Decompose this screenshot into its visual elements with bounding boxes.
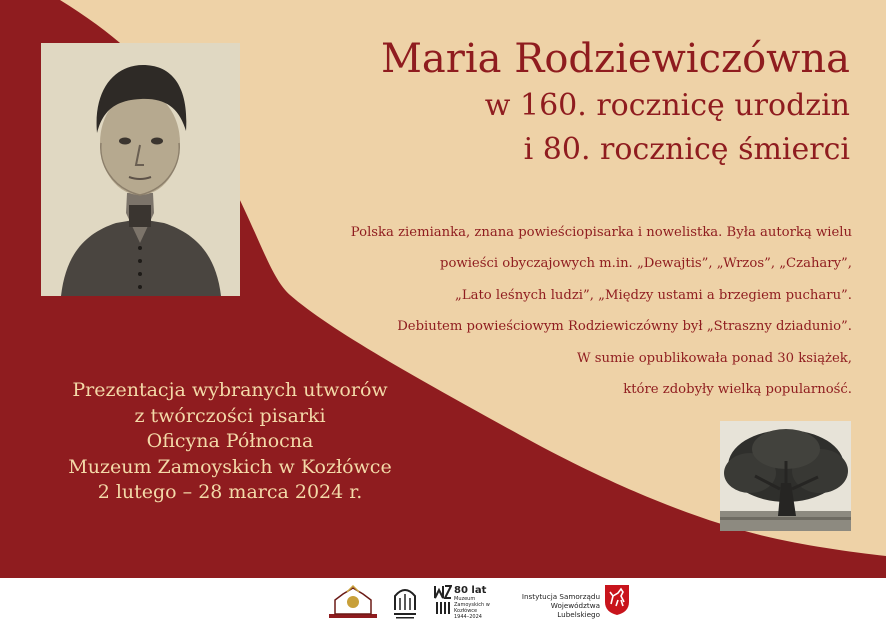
mzk-80-lat-logo <box>434 584 506 620</box>
crest-icon <box>323 584 383 620</box>
tree-photo <box>720 421 851 531</box>
bio-line: Debiutem powieściowym Rodziewiczówny był „Straszny dziadunio”. <box>397 319 852 335</box>
event-museum: Muzeum Zamoyskich w Kozłówce <box>68 455 392 478</box>
mzk-icon <box>434 584 452 616</box>
museum-crest-logo <box>323 584 383 620</box>
portrait-illustration <box>41 43 240 296</box>
event-dates: 2 lutego – 28 marca 2024 r. <box>97 481 363 504</box>
samorzad-wojewodztwa-lubelskiego-logo <box>520 584 632 620</box>
title-name: Maria Rodziewiczówna <box>380 36 850 82</box>
tree-illustration <box>720 421 851 531</box>
mzk-logo-text <box>454 586 494 620</box>
bio-line: W sumie opublikowała ponad 30 książek, <box>576 350 852 366</box>
bio-line: które zdobyły wielką popularność. <box>623 382 852 398</box>
bio-line: „Lato leśnych ludzi”, „Między ustami a brzegiem pucharu”. <box>455 287 852 303</box>
bio-line: Polska ziemianka, znana powieściopisarka i nowelistka. Była autorką wielu <box>350 225 852 240</box>
woj-line2: Województwa Lubelskiego <box>550 601 600 619</box>
event-venue: Oficyna Północna <box>146 430 314 453</box>
mzk-years-label: 1944–2024 <box>454 614 482 620</box>
title-birth-anniversary: w 160. rocznicę urodzin <box>484 88 850 123</box>
footer-logos <box>0 578 886 626</box>
pomniki-historii-logo <box>392 584 418 620</box>
event-line: Prezentacja wybranych utworów <box>72 379 388 401</box>
portrait-photo <box>41 43 240 296</box>
lublin-coat-of-arms-icon <box>604 584 630 616</box>
woj-line1: Instytucja Samorządu <box>521 592 600 601</box>
event-info <box>44 378 416 506</box>
mzk-museum-label: Muzeum Zamoyskich w Kozłówce <box>454 596 490 614</box>
woj-logo-text <box>520 592 600 619</box>
bio-line: powieści obyczajowych m.in. „Dewajtis”, „Wrzos”, „Czahary”, <box>440 256 852 272</box>
title-death-anniversary: i 80. rocznicę śmierci <box>523 132 850 167</box>
mzk-anniversary-label: 80 lat <box>454 585 487 596</box>
page-title <box>381 34 850 172</box>
arch-icon <box>392 584 418 620</box>
event-line: z twórczości pisarki <box>134 404 326 427</box>
